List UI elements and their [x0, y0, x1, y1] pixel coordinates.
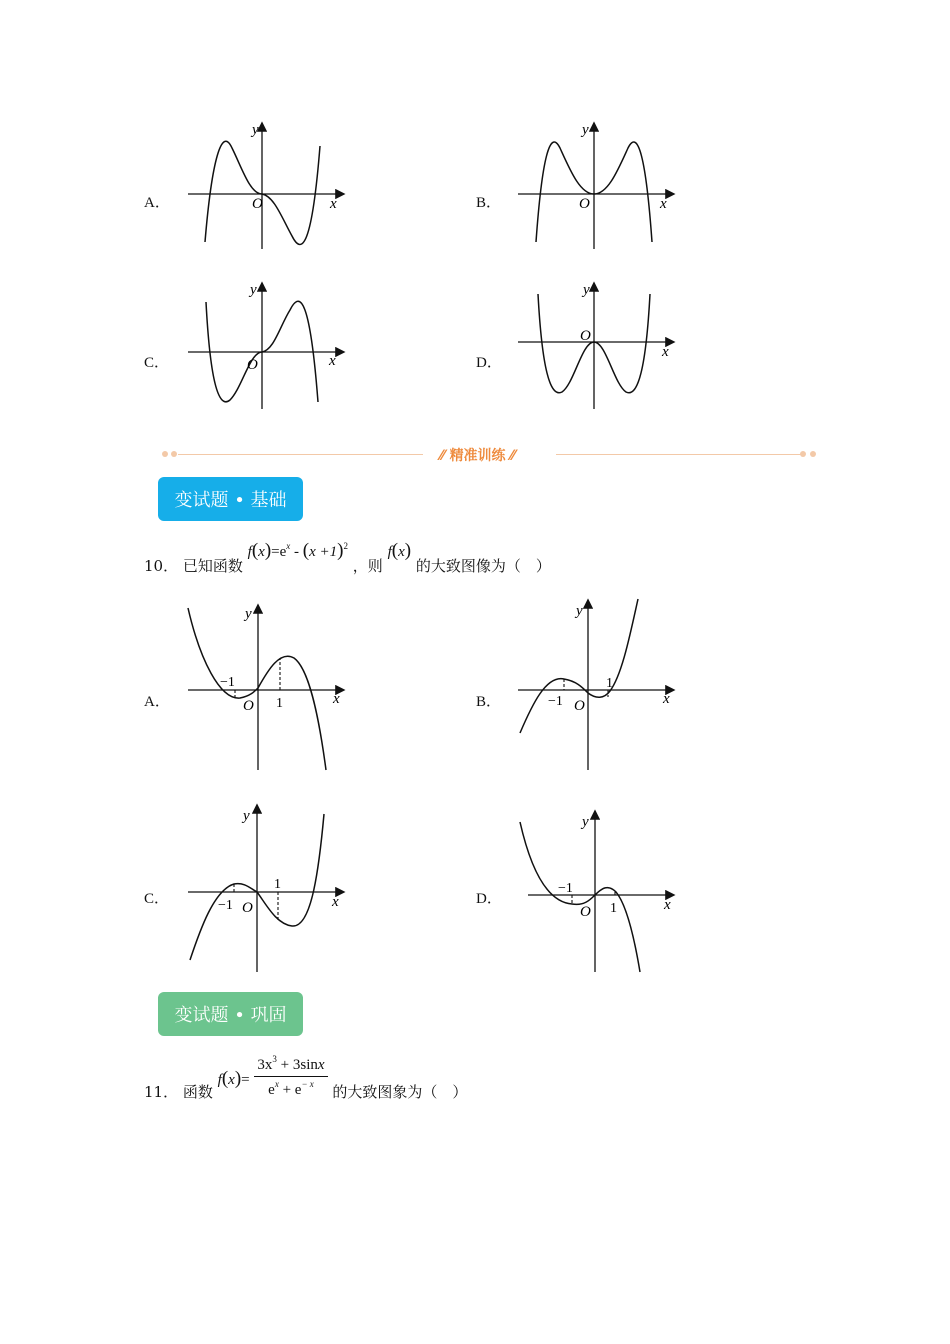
x-axis-label: x: [329, 353, 336, 369]
q10-option-label-d[interactable]: D．: [476, 891, 502, 907]
origin-label: O: [243, 698, 254, 714]
question-lead: 已知函数: [182, 557, 243, 575]
graph-top-c[interactable]: [180, 278, 350, 413]
badge-basic: 变试题 • 基础: [158, 477, 303, 521]
formula-f-x-2: f(x): [387, 540, 412, 561]
graph-top-d[interactable]: [510, 278, 680, 413]
tick-neg1: −1: [548, 694, 563, 709]
option-label-a[interactable]: A．: [144, 195, 170, 211]
question-tail: 的大致图像为（ ）: [415, 557, 551, 575]
q10-option-label-b[interactable]: B．: [476, 694, 502, 710]
slash-decor-icon: ⁄⁄: [505, 448, 516, 464]
origin-label: O: [579, 196, 590, 212]
divider-dot: [171, 451, 177, 457]
q10-graph-b[interactable]: [510, 595, 680, 775]
divider-dot: [810, 451, 816, 457]
formula-fraction: [254, 1054, 327, 1099]
q10-graph-d[interactable]: [510, 806, 680, 976]
y-axis-label: y: [250, 282, 257, 298]
divider-line-left: [178, 454, 423, 455]
y-axis-label: y: [245, 606, 252, 622]
question-number: 11．: [144, 1083, 179, 1101]
question-connector: ，则: [352, 557, 383, 575]
origin-label: O: [580, 328, 591, 344]
question-number: 10．: [144, 557, 179, 575]
x-axis-label: x: [333, 691, 340, 707]
tick-1: 1: [610, 901, 617, 916]
q10-option-label-a[interactable]: A．: [144, 694, 170, 710]
tick-1: 1: [606, 676, 613, 691]
badge-consolidate: 变试题 • 巩固: [158, 992, 303, 1036]
graph-top-b[interactable]: [510, 118, 680, 258]
section-title-text: 精准训练: [449, 448, 506, 464]
fraction-numerator: $3x^3 + 3\sin x$: [254, 1054, 327, 1077]
formula-f-x: $f(x)=e^x - (x +1)^2$: [247, 540, 348, 561]
question-lead: 函数: [182, 1083, 213, 1101]
origin-label: O: [252, 196, 263, 212]
slash-decor-icon: ⁄⁄: [440, 448, 450, 464]
x-axis-label: x: [660, 196, 667, 212]
y-axis-label: y: [243, 808, 250, 824]
q10-graph-a[interactable]: [180, 600, 350, 775]
divider-line-right: [556, 454, 801, 455]
origin-label: O: [247, 357, 258, 373]
x-axis-label: x: [662, 344, 669, 360]
origin-label: O: [580, 904, 591, 920]
y-axis-label: y: [582, 814, 589, 830]
question-tail: 的大致图象为（ ）: [332, 1083, 468, 1101]
question-11: [144, 1054, 467, 1099]
tick-neg1: −1: [218, 898, 233, 913]
x-axis-label: x: [330, 196, 337, 212]
x-axis-label: x: [664, 897, 671, 913]
option-label-c[interactable]: C．: [144, 355, 170, 371]
y-axis-label: y: [252, 122, 259, 138]
q10-graph-c[interactable]: [180, 800, 350, 975]
origin-label: O: [574, 698, 585, 714]
divider-dot: [800, 451, 806, 457]
tick-1: 1: [274, 877, 281, 892]
x-axis-label: x: [332, 894, 339, 910]
fraction-denominator: $e^x + e^{- x}$: [268, 1079, 314, 1098]
question-10: [144, 540, 551, 575]
x-axis-label: x: [663, 691, 670, 707]
section-title: [440, 445, 515, 465]
y-axis-label: y: [582, 122, 589, 138]
graph-top-a[interactable]: [180, 118, 350, 258]
y-axis-label: y: [583, 282, 590, 298]
origin-label: O: [242, 900, 253, 916]
tick-1: 1: [276, 696, 283, 711]
formula-f-x: f(x)=: [217, 1068, 250, 1089]
option-label-d[interactable]: D．: [476, 355, 502, 371]
tick-neg1: −1: [558, 881, 573, 896]
tick-neg1: −1: [220, 675, 235, 690]
divider-dot: [162, 451, 168, 457]
option-label-b[interactable]: B．: [476, 195, 502, 211]
q10-option-label-c[interactable]: C．: [144, 891, 170, 907]
y-axis-label: y: [576, 603, 583, 619]
